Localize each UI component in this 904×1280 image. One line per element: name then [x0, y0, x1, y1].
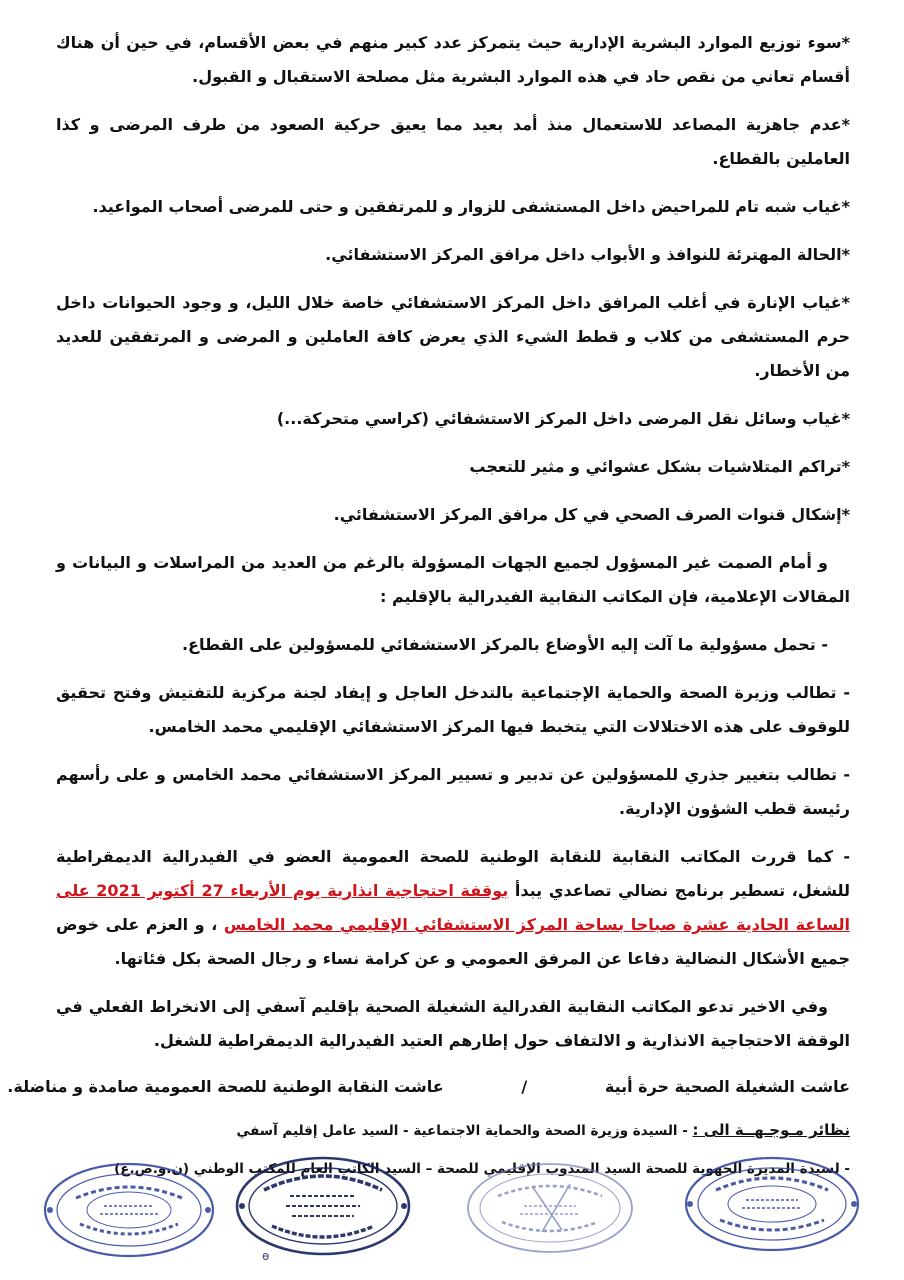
demand-responsibility: - تحمل مسؤولية ما آلت إليه الأوضاع بالمركز الاستشفائي للمسؤولين على القطاع.	[181, 635, 828, 654]
paragraph-sewage: *إشكال قنوات الصرف الصحي في كل مرافق المركز الاستشفائي.	[333, 505, 850, 524]
paragraph-call-to-join: وفي الاخير تدعو المكاتب النقابية الفدرالية الشغيلة الصحية بإقليم آسفي إلى الانخراط الفعلي في الوقفة الاحتجاجية الانذارية و الالتفاف حول إطارهم العتيد الفيدرالية الديمقراطية للشغل.	[56, 997, 850, 1050]
closing-slogans	[7, 1072, 850, 1102]
addressees-line-1	[56, 1118, 850, 1143]
union-stamp-icon	[232, 1152, 414, 1262]
svg-text:ɵ: ɵ	[262, 1249, 270, 1262]
decision-text-start: - كما قررت المكاتب النقابية للنقابة الوطنية للصحة العمومية العضو في الفيدرالية الديمقراطية للشغل، تسطير برنامج نضالي تصاعدي يبدأ	[56, 847, 851, 900]
demand-investigation: - تطالب وزيرة الصحة والحماية الإجتماعية بالتدخل العاجل و إيفاد لجنة مركزية للتفتيش وفتح تحقيق للوقوف على هذه الاختلالات التي يتخبط فيها المركز الاستشفائي الإقليمي محمد الخامس.	[56, 683, 850, 736]
slogan-separator: /	[521, 1077, 528, 1096]
paragraph-windows-doors: *الحالة المهترئة للنوافذ و الأبواب داخل مرافق المركز الاستشفائي.	[325, 245, 850, 264]
union-stamp-icon	[680, 1150, 864, 1258]
paragraph-waste: *تراكم المتلاشيات بشكل عشوائي و مثير للتعجب	[469, 457, 850, 476]
addressees-first: - السيدة وزيرة الصحة والحماية الاجتماعية - السيد عامل إقليم آسفي	[236, 1123, 693, 1139]
paragraph-silence-intro: و أمام الصمت غير المسؤول لجميع الجهات المسؤولة بالرغم من العديد من المراسلات و البيانات و المقالات الإعلامية، فإن المكاتب النقابية الفيدرالية بالإقليم :	[56, 553, 850, 606]
protest-announcement-highlight: بوقفة احتجاجية انذارية يوم الأربعاء 27 أكتوبر 2021 على الساعة الحادية عشرة صباحا بساحة المركز الاستشفائي الإقليمي محمد الخامس	[56, 881, 851, 934]
paragraph-protest-decision	[56, 840, 850, 976]
paragraph-patient-transport: *غياب وسائل نقل المرضى داخل المركز الاستشفائي (كراسي متحركة...)	[276, 409, 850, 428]
union-stamp-icon	[462, 1156, 638, 1260]
slogan-workers: عاشت الشغيلة الصحية حرة أبية	[604, 1077, 850, 1096]
demand-change-officials: - تطالب بتغيير جذري للمسؤولين عن تدبير و تسيير المركز الاستشفائي محمد الخامس و على رأسهم رئيسة قطب الشؤون الإدارية.	[56, 765, 850, 818]
paragraph-elevators: *عدم جاهزية المصاعد للاستعمال منذ أمد بعيد مما يعيق حركية الصعود من طرف المرضى و كذا العاملين بالقطاع.	[56, 115, 850, 168]
stamps-row	[0, 1150, 904, 1280]
addressees-label: نظائر مـوجـهــة الى :	[692, 1121, 850, 1139]
paragraph-lighting-animals: *غياب الإنارة في أغلب المرافق داخل المركز الاستشفائي خاصة خلال الليل، و وجود الحيوانات داخل حرم المستشفى من كلاب و قطط الشيء الذي يعرض كافة العاملين و المرضى و المرتفقين للعديد من الأخطار.	[56, 293, 850, 380]
addressees-line-2: - لسيدة المديرة الجهوية للصحة السيد المندوب الإقليمي للصحة – السيد الكاتب العام للمكتب الوطني (ن.و.ص.ع)	[114, 1161, 850, 1177]
decision-text-end: ، و العزم على خوض جميع الأشكال النضالية دفاعا عن المرفق العمومي و عن كرامة نساء و رجال الصحة بكل فئاتها.	[56, 915, 850, 968]
slogan-union: عاشت النقابة الوطنية للصحة العمومية صامدة و مناضلة.	[7, 1077, 444, 1096]
union-stamp-icon	[40, 1158, 218, 1262]
paragraph-toilets: *غياب شبه تام للمراحيض داخل المستشفى للزوار و للمرتفقين و حتى للمرضى أصحاب المواعيد.	[92, 197, 850, 216]
paragraph-staff-distribution: *سوء توزيع الموارد البشرية الإدارية حيث يتمركز عدد كبير منهم في بعض الأقسام، في حين أن هناك أقسام تعاني من نقص حاد في هذه الموارد البشرية مثل مصلحة الاستقبال و القبول.	[56, 33, 850, 86]
